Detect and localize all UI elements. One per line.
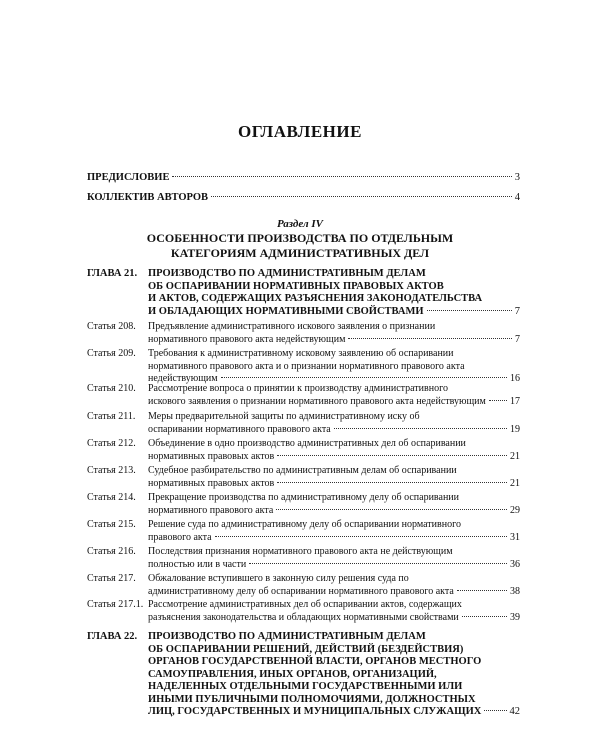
article-title-line: разъяснения законодательства и обладающих нормативными свойствами 39 [148, 611, 520, 623]
article-title-line: нормативного правового акта и о признании нормативного правового акта [148, 360, 465, 372]
article-label: Статья 217.1. [87, 599, 144, 610]
toc-entry-label: ПРЕДИСЛОВИЕ [87, 172, 170, 183]
article-title-line: Судебное разбирательство по административным делам об оспаривании [148, 465, 457, 476]
article-label: Статья 216. [87, 546, 136, 557]
dot-leader [249, 563, 507, 564]
toc-entry-page: 31 [510, 531, 520, 543]
toc-entry-page: 7 [515, 333, 520, 345]
article-title-line: административному делу об оспаривании нормативного правового акта 38 [148, 585, 520, 597]
section-title-line: ОСОБЕННОСТИ ПРОИЗВОДСТВА ПО ОТДЕЛЬНЫМ [146, 231, 454, 245]
toc-entry-label: КОЛЛЕКТИВ АВТОРОВ [87, 192, 209, 203]
dot-leader [484, 710, 506, 711]
article-title-line: Последствия признания нормативного правового акта не действующим [148, 546, 453, 557]
toc-entry-page: 29 [510, 504, 520, 516]
article-title-line: Рассмотрение вопроса о принятии к производству административного [148, 383, 448, 394]
article-label: Статья 214. [87, 492, 136, 503]
article-title-line: Решение суда по административному делу об оспаривании нормативного [148, 519, 461, 530]
article-title-line: искового заявления о признании нормативного правового акта недействующим 17 [148, 395, 520, 407]
article-label: Статья 210. [87, 383, 136, 394]
article-label: Статья 209. [87, 348, 136, 359]
dot-leader [457, 590, 507, 591]
dot-leader [211, 196, 512, 197]
toc-entry-page: 21 [510, 450, 520, 462]
dot-leader [172, 176, 511, 177]
chapter-title-line: И ОБЛАДАЮЩИХ НОРМАТИВНЫМИ СВОЙСТВАМИ 7 [148, 305, 520, 317]
toc-entry-authors[interactable] [87, 192, 520, 203]
article-label: Статья 212. [87, 438, 136, 449]
chapter-title-line: ОБ ОСПАРИВАНИИ РЕШЕНИЙ, ДЕЙСТВИЙ (БЕЗДЕЙСТВИЯ) [148, 643, 464, 655]
article-title-line: Требования к административному исковому заявлению об оспаривании [148, 348, 454, 359]
toc-entry-page: 21 [510, 477, 520, 489]
toc-article-216[interactable] [87, 546, 520, 571]
dot-leader [221, 377, 507, 378]
dot-leader [489, 400, 507, 401]
toc-article-213[interactable] [87, 465, 520, 490]
section-heading [0, 218, 600, 260]
chapter-title-line: И АКТОВ, СОДЕРЖАЩИХ РАЗЪЯСНЕНИЯ ЗАКОНОДАТЕЛЬСТВА [148, 293, 483, 304]
dot-leader [334, 428, 507, 429]
chapter-title-line: ОБ ОСПАРИВАНИИ НОРМАТИВНЫХ ПРАВОВЫХ АКТОВ [148, 280, 444, 292]
chapter-label: ГЛАВА 21. [87, 268, 138, 279]
toc-chapter-21[interactable] [87, 268, 520, 318]
dot-leader [277, 455, 507, 456]
toc-entry-page: 7 [514, 305, 520, 317]
toc-entry-page: 38 [510, 585, 520, 597]
toc-article-209[interactable] [87, 348, 520, 386]
article-label: Статья 208. [87, 321, 136, 332]
toc-entry-page: 17 [510, 395, 520, 407]
chapter-title-line: НАДЕЛЕННЫХ ОТДЕЛЬНЫМИ ГОСУДАРСТВЕННЫМИ ИЛИ [148, 681, 463, 692]
toc-article-217-1[interactable] [87, 599, 520, 624]
article-title-line: нормативного правового акта 29 [148, 504, 520, 516]
article-title-line: нормативных правовых актов 21 [148, 477, 520, 489]
dot-leader [277, 482, 507, 483]
toc-entry-page: 42 [509, 706, 520, 717]
article-title-line: нормативного правового акта недействующим 7 [148, 333, 520, 345]
toc-entry-page: 4 [514, 192, 520, 203]
toc-article-217[interactable] [87, 573, 520, 598]
toc-entry-page: 19 [510, 423, 520, 435]
toc-entry-page: 36 [510, 558, 520, 570]
toc-article-208[interactable] [87, 321, 520, 346]
dot-leader [427, 310, 512, 311]
article-label: Статья 217. [87, 573, 136, 584]
chapter-title-line: ПРОИЗВОДСТВО ПО АДМИНИСТРАТИВНЫМ ДЕЛАМ [148, 631, 426, 642]
article-title-line: нормативных правовых актов 21 [148, 450, 520, 462]
chapter-label: ГЛАВА 22. [87, 631, 138, 642]
chapter-title-line: ИНЫМИ ПУБЛИЧНЫМИ ПОЛНОМОЧИЯМИ, ДОЛЖНОСТНЫХ [148, 693, 476, 705]
article-title-line: Прекращение производства по административному делу об оспаривании [148, 492, 460, 503]
article-title-line: правового акта 31 [148, 531, 520, 543]
toc-article-215[interactable] [87, 519, 520, 544]
chapter-title-line: ПРОИЗВОДСТВО ПО АДМИНИСТРАТИВНЫМ ДЕЛАМ [148, 268, 426, 279]
toc-article-210[interactable] [87, 383, 520, 408]
article-title-line: Предъявление административного искового заявления о признании [148, 321, 436, 332]
section-title-line: КАТЕГОРИЯМ АДМИНИСТРАТИВНЫХ ДЕЛ [170, 246, 430, 260]
article-title-line: Объединение в одно производство административных дел об оспаривании [148, 438, 466, 449]
dot-leader [215, 536, 507, 537]
toc-entry-preface[interactable] [87, 172, 520, 183]
toc-entry-page: 3 [514, 172, 520, 183]
article-title-line: Рассмотрение административных дел об оспаривании актов, содержащих [148, 599, 462, 610]
toc-article-212[interactable] [87, 438, 520, 463]
article-label: Статья 215. [87, 519, 136, 530]
chapter-title-line: ОРГАНОВ ГОСУДАРСТВЕННОЙ ВЛАСТИ, ОРГАНОВ МЕСТНОГО [148, 656, 482, 667]
article-label: Статья 211. [87, 411, 136, 422]
dot-leader [348, 338, 512, 339]
dot-leader [276, 509, 507, 510]
article-title-line: полностью или в части 36 [148, 558, 520, 570]
toc-entry-page: 16 [510, 373, 520, 384]
chapter-title-line: САМОУПРАВЛЕНИЯ, ИНЫХ ОРГАНОВ, ОРГАНИЗАЦИЙ, [148, 668, 437, 680]
article-label: Статья 213. [87, 465, 136, 476]
section-number: Раздел IV [276, 218, 324, 230]
article-title-line: Меры предварительной защиты по административному иску об [148, 411, 420, 422]
toc-entry-page: 39 [510, 611, 520, 623]
article-title-line: недействующим 16 [148, 373, 520, 384]
toc-article-211[interactable] [87, 411, 520, 436]
article-title-line: Обжалование вступившего в законную силу решения суда по [148, 573, 409, 584]
article-title-line: оспаривании нормативного правового акта 19 [148, 423, 520, 435]
toc-chapter-22[interactable] [87, 631, 520, 719]
chapter-title-line: ЛИЦ, ГОСУДАРСТВЕННЫХ И МУНИЦИПАЛЬНЫХ СЛУЖАЩИХ 42 [148, 706, 520, 717]
dot-leader [462, 616, 507, 617]
toc-article-214[interactable] [87, 492, 520, 517]
toc-title: ОГЛАВЛЕНИЕ [238, 122, 362, 141]
